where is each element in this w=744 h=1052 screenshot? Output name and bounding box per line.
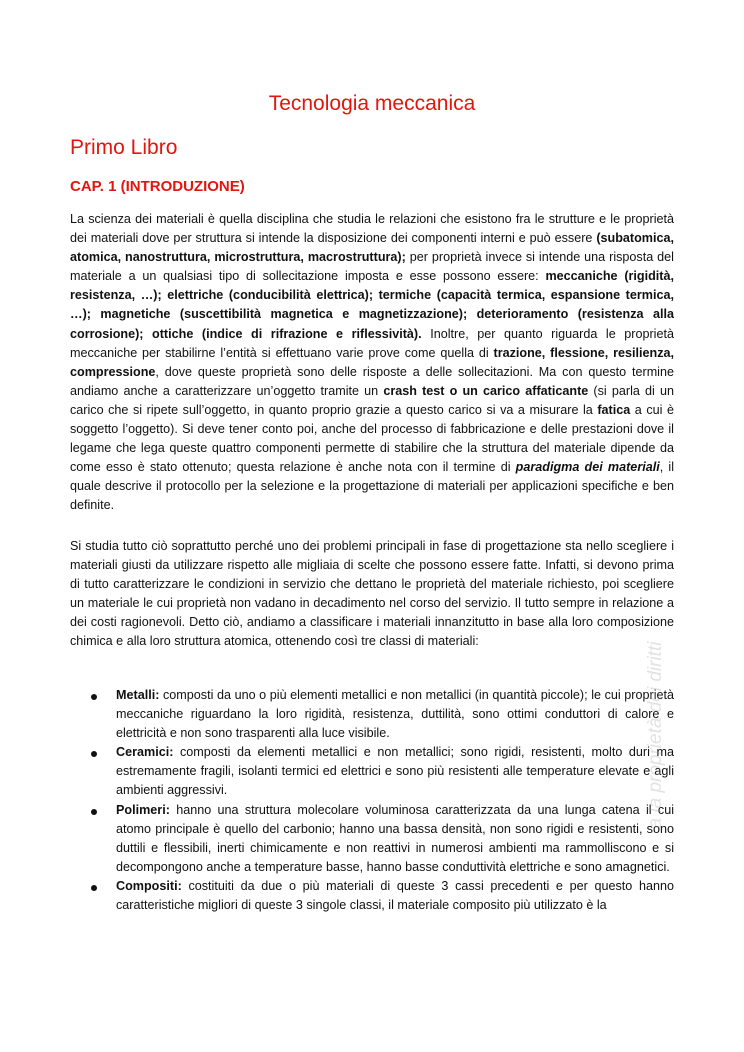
text-run: (subatomica, atomica, nanostruttura, microstruttura, macrostruttura);: [70, 231, 674, 265]
text-run: , il quale descrive il protocollo per la selezione e la progettazione di materiali per applicazioni specifiche e ben definite.: [70, 460, 674, 513]
list-item-term: Polimeri:: [116, 802, 170, 817]
text-run: (si parla di un carico che si ripete sull’oggetto, in quanto proprio grazie a questo carico si va a misurare la: [70, 383, 675, 417]
text-run: , dove queste proprietà sono delle risposte a delle sollecitazioni. Ma con questo termine andiamo anche a caratterizzare un’oggetto tramite un: [70, 364, 674, 398]
list-item: [70, 801, 674, 877]
list-item: [70, 877, 674, 915]
text-run: per proprietà invece si intende una risposta del materiale a un qualsiasi tipo di sollecitazione imposta e esse possono essere:: [70, 250, 674, 284]
text-run: La scienza dei materiali è quella disciplina che studia le relazioni che esistono fra le strutture e le proprietà dei materiali dove per struttura si intende la disposizione dei componenti interni e può essere: [70, 212, 674, 246]
list-item-text: composti da uno o più elementi metallici e non metallici (in quantità piccole); le cui proprietà meccaniche riguardano la loro rigidità, resistenza, duttilità, sono ottimi conduttori di calore e elettricità e non sono trasparenti alla luce visibile.: [116, 688, 674, 741]
watermark-text: a la proprietà dei diritti: [645, 641, 666, 829]
list-item: [70, 686, 674, 743]
chapter-heading: CAP. 1 (INTRODUZIONE): [70, 178, 245, 195]
list-item-text: costituiti da due o più materiali di queste 3 cassi precedenti e per questo hanno caratteristiche migliori di queste 3 singole classi, il materiale composito più utilizzato è la: [116, 878, 674, 913]
watermark: [636, 540, 676, 930]
text-run: a cui è soggetto l’oggetto). Si deve tener conto poi, anche del processo di fabbricazione e delle prestazioni dove il legame che lega queste quattro componenti permette di stabilire che la struttura del materiale dipende da come esso è stato ottenuto; questa relazione è anche nota con il termine di: [70, 402, 674, 475]
intro-paragraph: [70, 210, 674, 516]
text-run: paradigma dei materiali: [515, 460, 660, 475]
bullet-icon: [91, 885, 97, 891]
document-title: Tecnologia meccanica: [268, 92, 476, 115]
bullet-icon: [91, 809, 97, 815]
book-heading: Primo Libro: [70, 136, 178, 159]
list-item-term: Metalli:: [116, 688, 160, 702]
text-run: Si studia tutto ciò soprattutto perché uno dei problemi principali in fase di progettazione sta nello scegliere i materiali giusti da utilizzare rispetto alle migliaia di scelte che possono essere fatte. Infatti, si devono prima di tutto caratterizzare le condizioni in servizio che dettano le proprietà del materiale richiesto, poi scegliere un materiale le cui proprietà non vadano in decadimento nel corso del servizio. Il tutto sempre in relazione a dei costi ragionevoli. Detto ciò, andiamo a classificare i materiali innanzitutto in base alla loro composizione chimica e alla loro struttura atomica, ottenendo così tre classi di materiali:: [70, 539, 674, 649]
text-run: fatica: [597, 402, 631, 417]
list-item-term: Ceramici:: [116, 745, 174, 760]
text-run: Inoltre, per quanto riguarda le proprietà meccaniche per stabilirne l’entità si effettuano varie prove come quella di: [70, 326, 674, 360]
list-item-text: hanno una struttura molecolare voluminosa caratterizzata da una lunga catena il cui atomo principale è quello del carbonio; hanno una bassa densità, non sono rigidi e resistenti, sono duttili e flessibili, inerti chimicamente e non reattivi in numerosi ambienti ma rammolliscono e si decompongono anche a temperature basse, hanno basse conduttività elettriche e sono amagnetici.: [116, 802, 674, 874]
material-classes-list: [70, 686, 674, 915]
text-run: meccaniche (rigidità, resistenza, …); elettriche (conducibilità elettrica); termiche (capacità termica, espansione termica, …); magnetiche (suscettibilità magnetica e magnetizzazione); deterioramento (resistenza alla corrosione); ottiche (indice di rifrazione e riflessività).: [70, 269, 674, 341]
text-run: crash test o un carico affaticante: [383, 383, 589, 398]
motivation-paragraph: [70, 537, 674, 652]
bullet-icon: [91, 751, 97, 757]
list-item-term: Compositi:: [116, 878, 182, 893]
list-item-text: composti da elementi metallici e non metallici; sono rigidi, resistenti, molto duri ma estremamente fragili, isolanti termici ed elettrici e sono più resistenti alle temperature elevate e agli ambienti aggressivi.: [116, 745, 674, 798]
list-item: [70, 743, 674, 800]
bullet-icon: [91, 694, 97, 700]
text-run: trazione, flessione, resilienza, compressione: [70, 345, 675, 379]
